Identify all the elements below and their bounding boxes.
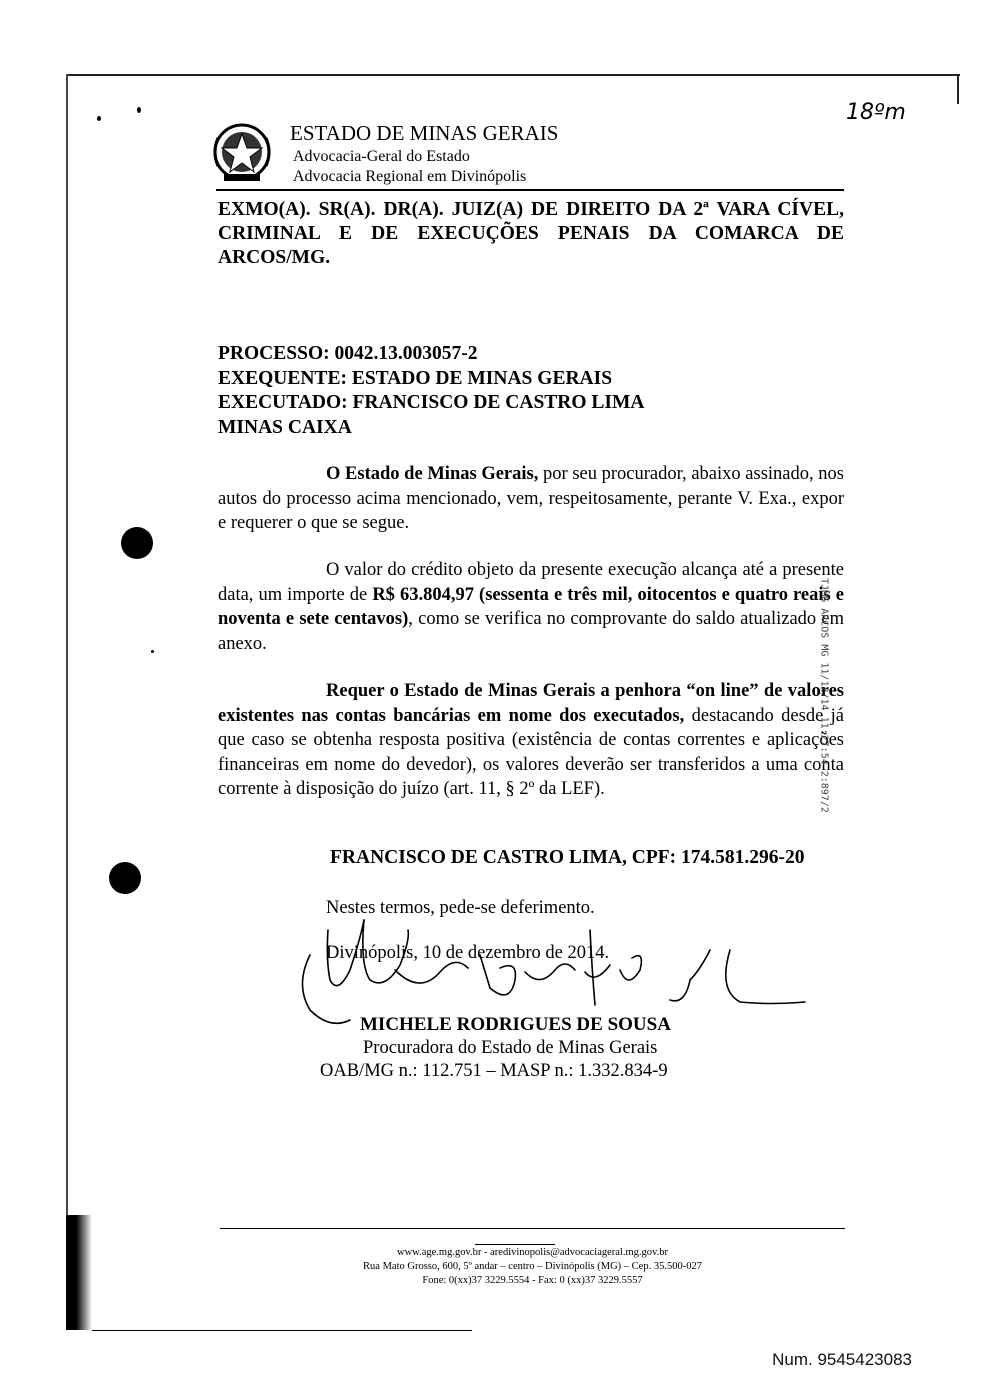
paragraph-request-bold: Requer o Estado de Minas Gerais a penhora “on line” de valores existentes nas contas bancárias em nome dos executados,: [218, 681, 844, 726]
bottom-divider: [92, 1330, 472, 1331]
paragraph-intro: [218, 462, 844, 536]
closing: Nestes termos, pede-se deferimento.: [326, 898, 595, 918]
footer-divider-short: [475, 1244, 555, 1245]
paragraph-intro-text: por seu procurador, abaixo assinado, nos autos do processo acima mencionado, vem, respeitosamente, perante V. Exa., expor e requerer o que se segue.: [218, 464, 844, 533]
executado-2: MINAS CAIXA: [218, 416, 352, 438]
paragraph-credit: [218, 558, 844, 656]
paragraph-intro-bold: O Estado de Minas Gerais,: [326, 464, 539, 484]
footer-address: Rua Mato Grosso, 600, 5º andar – centro – Divinópolis (MG) – Cep. 35.500-027: [363, 1261, 702, 1272]
paragraph-credit-text2: , como se verifica no comprovante do saldo atualizado em anexo.: [218, 609, 844, 654]
process-block: [218, 342, 645, 440]
exequente: EXEQUENTE: ESTADO DE MINAS GERAIS: [218, 367, 613, 389]
executado: EXECUTADO: FRANCISCO DE CASTRO LIMA: [218, 392, 645, 413]
addressee: EXMO(A). SR(A). DR(A). JUIZ(A) DE DIREITO DA 2ª VARA CÍVEL, CRIMINAL E DE EXECUÇÕES PENAIS DA COMARCA DE ARCOS/MG.: [218, 199, 844, 268]
punch-hole: [109, 862, 141, 894]
footer-divider: [220, 1228, 845, 1229]
scan-border-right: [957, 74, 959, 104]
scan-speck: [97, 116, 101, 121]
cpf-line: FRANCISCO DE CASTRO LIMA, CPF: 174.581.296-20: [330, 847, 805, 868]
header-divider: [216, 189, 844, 191]
footer-phones: Fone: 0(xx)37 3229.5554 - Fax: 0 (xx)37 3229.5557: [422, 1275, 643, 1286]
scan-speck: [151, 650, 154, 653]
paragraph-request: [218, 679, 844, 802]
header-subtitle: Advocacia-Geral do Estado: [293, 148, 470, 165]
date-line: Divinópolis, 10 de dezembro de 2014.: [326, 943, 610, 963]
document-number: Num. 9545423083: [772, 1350, 912, 1369]
handwritten-note: 18ºm: [846, 100, 906, 125]
signer-role: Procuradora do Estado de Minas Gerais: [363, 1038, 658, 1058]
header-title: ESTADO DE MINAS GERAIS: [290, 121, 559, 145]
header-subtitle-regional: Advocacia Regional em Divinópolis: [293, 168, 527, 185]
signer-name: MICHELE RODRIGUES DE SOUSA: [360, 1014, 671, 1035]
paragraph-request-text: destacando desde já que caso se obtenha resposta positiva (existência de contas correntes e aplicações financeiras em nome do devedor), os valores deverão ser transferidos a uma conta corrente à disposição do juízo (art. 11, § 2º da LEF).: [218, 705, 844, 799]
scan-border-top: [66, 74, 960, 76]
paragraph-credit-text1: O valor do crédito objeto da presente execução alcança até a presente data, um importe de: [218, 560, 844, 605]
scan-shadow: [66, 1215, 92, 1330]
scan-speck: [137, 107, 141, 113]
signer-registration: OAB/MG n.: 112.751 – MASP n.: 1.332.834-9: [320, 1061, 668, 1081]
scan-border-left: [66, 74, 68, 1324]
protocol-stamp: TJMG ARCOS MG 11/12/14 11:27:54 2:897/2: [818, 578, 830, 813]
coat-of-arms-icon: [212, 120, 272, 184]
process-number: PROCESSO: 0042.13.003057-2: [218, 343, 478, 364]
footer-contacts: www.age.mg.gov.br - aredivinopolis@advocaciageral.mg.gov.br: [397, 1247, 668, 1258]
punch-hole: [121, 527, 153, 559]
credit-amount: R$ 63.804,97 (sessenta e três mil, oitocentos e quatro reais e noventa e sete centavos): [218, 584, 844, 629]
